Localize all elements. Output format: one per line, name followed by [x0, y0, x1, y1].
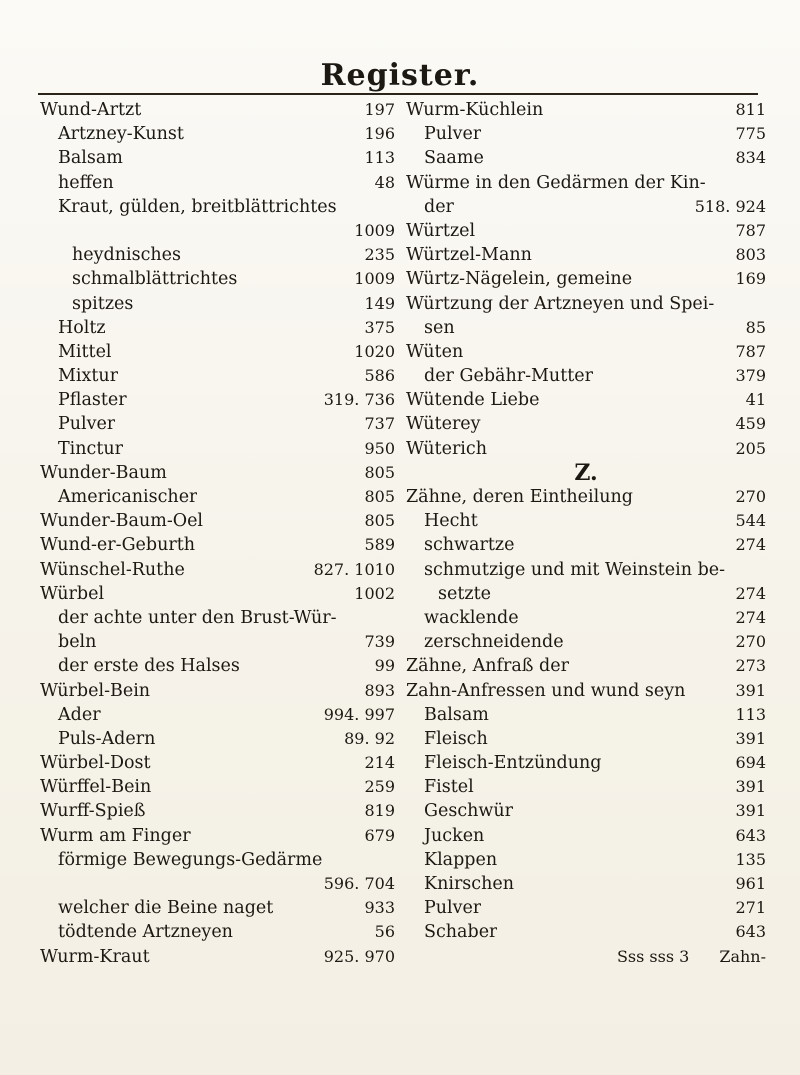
index-entry: [40, 703, 395, 727]
entry-term: Kraut, gülden, breitblättrichtes: [58, 196, 337, 217]
entry-page-number: 803: [735, 245, 766, 265]
entry-page-number: 99: [374, 656, 395, 676]
entry-page-number: 893: [364, 680, 395, 700]
entry-term: Geschwür: [424, 801, 514, 822]
entry-term: Knirschen: [424, 874, 514, 894]
entry-term: Würme in den Gedärmen der Kin-: [406, 172, 706, 193]
entry-term: Z.: [574, 460, 598, 486]
entry-term: Jucken: [424, 825, 485, 846]
entry-page-number: 235: [364, 245, 395, 265]
entry-term: Pulver: [424, 898, 482, 919]
index-entry: [40, 171, 395, 195]
entry-term: Würbel: [40, 583, 105, 604]
entry-term: spitzes: [72, 293, 134, 314]
entry-term: Pulver: [424, 124, 482, 145]
entry-term: Wunder-Baum: [40, 462, 167, 483]
index-entry: [40, 509, 395, 533]
entry-term: zerschneidende: [424, 632, 564, 653]
entry-term: Wütende Liebe: [406, 390, 540, 411]
index-entry: [40, 654, 395, 678]
entry-page-number: 739: [364, 632, 395, 652]
entry-page-number: 375: [364, 317, 395, 337]
index-entry: [40, 775, 395, 799]
entry-page-number: 737: [364, 414, 395, 434]
entry-page-number: 805: [364, 487, 395, 506]
entry-term: Pflaster: [58, 390, 127, 411]
entry-page-number: 196: [364, 124, 395, 144]
entry-page-number: 274: [735, 607, 766, 627]
index-entry: [406, 412, 766, 436]
entry-page-number: 259: [364, 777, 395, 797]
index-entry: [40, 461, 395, 485]
entry-term: Wund-er-Geburth: [40, 535, 196, 556]
entry-page-number: 391: [735, 777, 766, 797]
index-entry: [40, 727, 395, 751]
header-rule: [38, 93, 758, 95]
index-entry: [406, 582, 766, 606]
index-entry: [406, 437, 766, 461]
index-entry: [406, 219, 766, 243]
index-entry: [40, 896, 395, 920]
entry-term: wacklende: [424, 607, 519, 628]
index-entry: [40, 751, 395, 775]
entry-page-number: 391: [735, 680, 766, 700]
entry-page-number: 48: [374, 172, 395, 192]
signature-mark: Sss sss 3: [616, 946, 690, 966]
entry-page-number: 775: [735, 124, 766, 144]
entry-page-number: 1002: [354, 583, 395, 603]
page-footer: [406, 945, 766, 969]
entry-page-number: 994. 997: [323, 704, 395, 724]
entry-term: Wünschel-Ruthe: [40, 559, 185, 580]
index-entry: [40, 267, 395, 291]
index-entry: [406, 171, 766, 195]
entry-term: der achte unter den Brust-Wür-: [58, 607, 337, 628]
index-entry: [406, 122, 766, 146]
entry-term: welcher die Beine naget: [58, 898, 274, 919]
index-entry: [406, 388, 766, 412]
index-entry: [406, 703, 766, 727]
entry-term: der Gebähr-Mutter: [424, 366, 593, 387]
index-entry: [40, 195, 395, 219]
entry-term: Wunder-Baum-Oel: [40, 511, 204, 532]
entry-term: Artzney-Kunst: [58, 124, 184, 145]
index-entry: [40, 437, 395, 461]
index-entry: [40, 630, 395, 654]
entry-term: Puls-Adern: [58, 728, 156, 749]
index-entry: [40, 824, 395, 848]
entry-page-number: 270: [735, 632, 766, 652]
entry-page-number: 197: [364, 100, 395, 119]
entry-term: tödtende Artzneyen: [58, 922, 233, 943]
entry-term: Würtz-Nägelein, gemeine: [406, 269, 633, 290]
entry-term: Zähne, deren Eintheilung: [406, 487, 633, 507]
entry-page-number: 834: [735, 148, 766, 168]
entry-term: schmalblättrichtes: [72, 269, 238, 290]
index-entry: [40, 292, 395, 316]
entry-term: heffen: [58, 172, 114, 193]
entry-term: Mixtur: [58, 366, 119, 387]
entry-term: Balsam: [424, 704, 489, 725]
index-entry: [406, 799, 766, 823]
entry-page-number: 589: [364, 535, 395, 555]
index-entry: [40, 679, 395, 703]
entry-term: Saame: [424, 148, 484, 169]
entry-page-number: 169: [735, 269, 766, 289]
index-entry: [406, 316, 766, 340]
index-entry: [406, 896, 766, 920]
index-entry: [406, 727, 766, 751]
entry-page-number: 586: [364, 366, 395, 386]
index-entry: [40, 799, 395, 823]
entry-term: Mittel: [58, 341, 112, 362]
entry-page-number: 811: [735, 100, 766, 119]
index-entry: [406, 630, 766, 654]
index-entry: [406, 558, 766, 582]
entry-page-number: 544: [735, 511, 766, 531]
entry-page-number: 135: [735, 849, 766, 869]
entry-page-number: 271: [735, 898, 766, 918]
entry-page-number: 459: [735, 414, 766, 434]
entry-term: Wüterich: [406, 438, 487, 459]
entry-term: heydnisches: [72, 245, 181, 266]
entry-page-number: 379: [735, 366, 766, 386]
entry-term: Klappen: [424, 849, 498, 870]
index-entry: [406, 364, 766, 388]
index-entry: [406, 195, 766, 219]
index-entry: [406, 243, 766, 267]
entry-term: Wurm-Küchlein: [406, 100, 544, 120]
entry-page-number: 274: [735, 535, 766, 555]
entry-term: Fleisch-Entzündung: [424, 753, 602, 774]
index-entry: [406, 848, 766, 872]
entry-page-number: 694: [735, 753, 766, 773]
entry-term: Würbel-Bein: [40, 680, 151, 701]
entry-page-number: 1020: [354, 341, 395, 361]
entry-page-number: 41: [745, 390, 766, 410]
entry-page-number: 391: [735, 801, 766, 821]
entry-term: setzte: [438, 583, 491, 604]
index-entry: [406, 267, 766, 291]
index-entry: [40, 945, 395, 969]
index-entry: [40, 558, 395, 582]
index-entry: [40, 848, 395, 872]
entry-term: Wüterey: [406, 414, 481, 435]
index-entry: [406, 654, 766, 678]
index-entry: [406, 775, 766, 799]
entry-term: Ader: [58, 704, 101, 725]
entry-term: schmutzige und mit Weinstein be-: [424, 559, 726, 580]
index-entry: [40, 533, 395, 557]
entry-page-number: 85: [745, 317, 766, 337]
entry-term: Hecht: [424, 511, 478, 532]
entry-page-number: 805: [364, 462, 395, 482]
entry-page-number: 643: [735, 825, 766, 845]
index-entry: [406, 485, 766, 509]
index-entry: [406, 679, 766, 703]
entry-page-number: 113: [735, 704, 766, 724]
entry-term: schwartze: [424, 535, 515, 556]
index-entry: [40, 606, 395, 630]
index-entry: [406, 920, 766, 944]
entry-term: Würtzel-Mann: [406, 245, 532, 266]
entry-page-number: 933: [364, 898, 395, 918]
index-entry: [40, 582, 395, 606]
index-entry: [406, 292, 766, 316]
index-entry: [406, 872, 766, 896]
entry-term: Würbel-Dost: [40, 753, 151, 774]
entry-term: Tinctur: [58, 438, 124, 459]
index-entry: [40, 388, 395, 412]
section-letter: [406, 461, 766, 485]
entry-page-number: 827. 1010: [313, 559, 395, 579]
entry-page-number: 596. 704: [323, 874, 395, 893]
index-entry: [406, 533, 766, 557]
index-entry: [40, 219, 395, 243]
entry-term: Zahn-Anfressen und wund seyn: [406, 680, 686, 701]
entry-page-number: 1009: [354, 220, 395, 240]
index-entry: [40, 146, 395, 170]
entry-term: Würtzung der Artzneyen und Spei-: [406, 293, 715, 314]
entry-term: Balsam: [58, 148, 123, 169]
entry-page-number: 925. 970: [323, 946, 395, 966]
index-column-left: [40, 98, 395, 969]
entry-page-number: 961: [735, 874, 766, 893]
index-entry: [406, 509, 766, 533]
entry-term: Schaber: [424, 922, 498, 943]
entry-term: Wurm-Kraut: [40, 946, 150, 967]
entry-page-number: 56: [374, 922, 395, 942]
entry-term: Pulver: [58, 414, 116, 435]
index-entry: [40, 98, 395, 122]
entry-page-number: 643: [735, 922, 766, 942]
index-entry: [40, 920, 395, 944]
entry-page-number: 205: [735, 438, 766, 458]
index-entry: [40, 340, 395, 364]
entry-term: Americanischer: [58, 487, 198, 507]
index-entry: [406, 606, 766, 630]
entry-term: der: [424, 196, 454, 217]
index-column-right: [406, 98, 766, 969]
entry-page-number: 319. 736: [323, 390, 395, 410]
entry-term: Wurff-Spieß: [40, 801, 146, 822]
entry-page-number: 518. 924: [694, 196, 766, 216]
index-entry: [40, 316, 395, 340]
entry-term: Zähne, Anfraß der: [406, 656, 569, 677]
entry-term: Würtzel: [406, 220, 476, 241]
entry-term: Wüten: [406, 341, 464, 362]
entry-term: Wurm am Finger: [40, 825, 191, 846]
entry-term: Holtz: [58, 317, 106, 338]
catchword: Zahn-: [719, 946, 766, 966]
index-entry: [406, 146, 766, 170]
index-entry: [40, 412, 395, 436]
entry-term: Fleisch: [424, 728, 488, 749]
index-entry: [406, 98, 766, 122]
entry-page-number: 149: [364, 293, 395, 313]
entry-page-number: 89. 92: [344, 728, 395, 748]
entry-page-number: 270: [735, 487, 766, 506]
entry-page-number: 391: [735, 728, 766, 748]
index-entry: [40, 485, 395, 509]
index-entry: [40, 364, 395, 388]
index-entry: [40, 243, 395, 267]
entry-page-number: 1009: [354, 269, 395, 289]
entry-page-number: 679: [364, 825, 395, 845]
entry-page-number: 787: [735, 220, 766, 240]
index-entry: [406, 340, 766, 364]
entry-term: Wund-Artzt: [40, 100, 142, 120]
entry-page-number: 787: [735, 341, 766, 361]
entry-term: Fistel: [424, 777, 474, 798]
entry-term: beln: [58, 632, 97, 653]
page-header: Register.: [320, 58, 480, 93]
entry-term: Würffel-Bein: [40, 777, 152, 798]
entry-page-number: 805: [364, 511, 395, 531]
entry-page-number: 274: [735, 583, 766, 603]
index-entry: [40, 122, 395, 146]
index-entry: [406, 751, 766, 775]
entry-term: förmige Bewegungs-Gedärme: [58, 849, 323, 870]
index-entry: [40, 872, 395, 896]
entry-page-number: 819: [364, 801, 395, 821]
entry-page-number: 214: [364, 753, 395, 773]
entry-page-number: 950: [364, 438, 395, 458]
index-entry: [406, 824, 766, 848]
entry-term: der erste des Halses: [58, 656, 240, 677]
entry-page-number: 113: [364, 148, 395, 168]
entry-term: sen: [424, 317, 455, 338]
entry-page-number: 273: [735, 656, 766, 676]
